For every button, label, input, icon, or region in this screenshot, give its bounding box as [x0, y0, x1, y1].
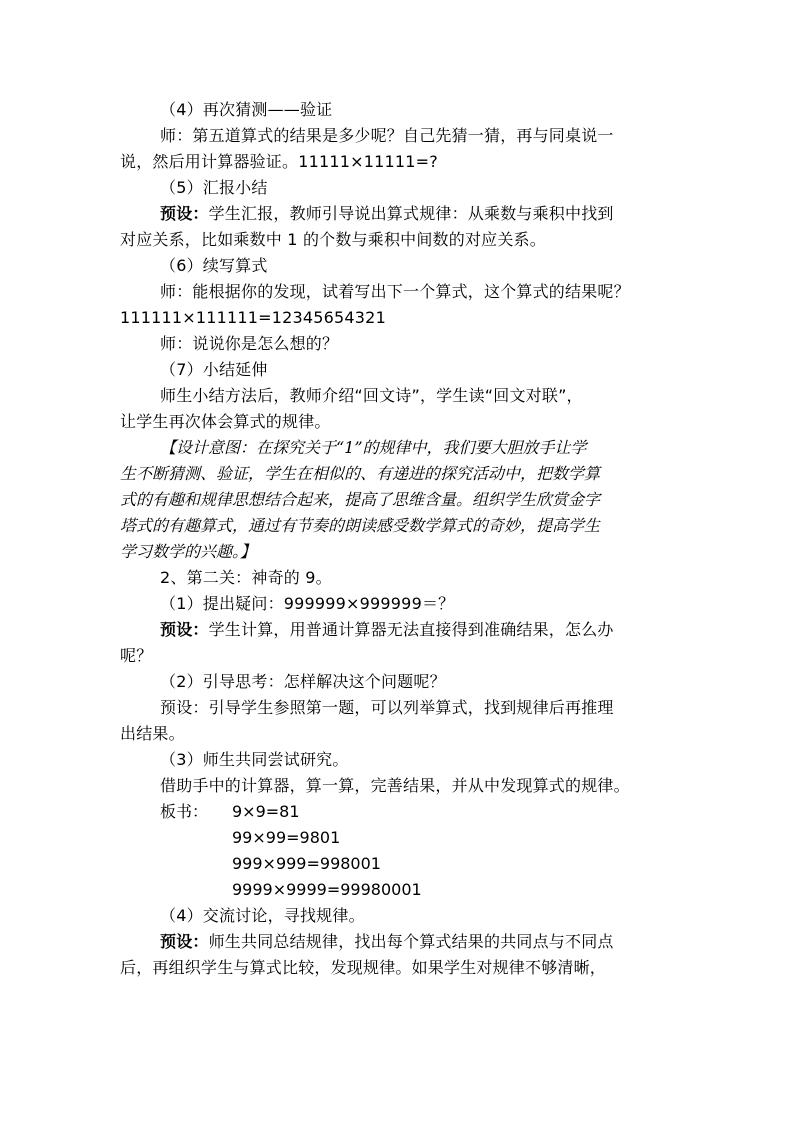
step-1-heading: （1）提出疑问：999999×999999＝？: [160, 594, 455, 613]
preset-label: 预设：: [160, 204, 209, 223]
paragraph-line: 借助手中的计算器，算一算，完善结果，并从中发现算式的规律。: [160, 776, 630, 795]
design-intent-line: 式的有趣和规律思想结合起来，提高了思维含量。组织学生欣赏金字: [120, 490, 601, 509]
preset-line: 预设：引导学生参照第一题，可以列举算式，找到规律后再推理: [160, 698, 614, 717]
preset-text: 学生计算，用普通计算器无法直接得到准确结果，怎么办: [208, 620, 614, 639]
design-intent-line: 塔式的有趣算式，通过有节奏的朗读感受数学算式的奇妙，提高学生: [120, 516, 601, 535]
paragraph-line: 对应关系，比如乘数中 1 的个数与乘积中间数的对应关系。: [120, 230, 546, 249]
blackboard-label: 板书：: [160, 802, 209, 821]
blackboard-formula: 9999×9999=99980001: [232, 880, 422, 899]
blackboard-formula: 9×9=81: [232, 802, 300, 821]
section-2-heading: 2、第二关：神奇的 9。: [160, 568, 332, 587]
design-intent-line: 【设计意图：在探究关于“1”的规律中，我们要大胆放手让学: [160, 438, 587, 457]
blackboard-first-line: [120, 799, 680, 825]
paragraph-line: 出结果。: [120, 724, 185, 743]
design-intent-line: 学习数学的兴趣。】: [120, 542, 257, 561]
teacher-line: 师：第五道算式的结果是多少呢？自己先猜一猜，再与同桌说一: [160, 126, 614, 145]
paragraph-line: 说，然后用计算器验证。11111×11111=?: [120, 152, 438, 171]
step-7-heading: （7）小结延伸: [160, 360, 268, 379]
step-2-heading: （2）引导思考：怎样解决这个问题呢？: [160, 672, 446, 691]
paragraph-line: 让学生再次体会算式的规律。: [120, 412, 331, 431]
preset-line: [120, 929, 680, 955]
preset-text: 学生汇报，教师引导说出算式规律：从乘数与乘积中找到: [208, 204, 614, 223]
preset-label: 预设：: [160, 932, 209, 951]
blackboard-formula: 99×99=9801: [232, 828, 341, 847]
step-4-heading: （4）再次猜测——验证: [160, 100, 333, 119]
step-3-heading: （3）师生共同尝试研究。: [160, 750, 349, 769]
preset-label: 预设：: [160, 620, 209, 639]
blackboard-formula: 999×999=998001: [232, 854, 381, 873]
preset-line: [120, 617, 680, 643]
paragraph-line: 呢？: [120, 646, 153, 665]
teacher-line: 师：说说你是怎么想的？: [160, 334, 339, 353]
step-4-heading: （4）交流讨论，寻找规律。: [160, 906, 365, 925]
step-6-heading: （6）续写算式: [160, 256, 268, 275]
document-body: [120, 97, 680, 981]
step-5-heading: （5）汇报小结: [160, 178, 268, 197]
paragraph-line: 后，再组织学生与算式比较，发现规律。如果学生对规律不够清晰，: [120, 958, 607, 977]
preset-text: 师生共同总结规律，找出每个算式结果的共同点与不同点: [208, 932, 614, 951]
design-intent-line: 生不断猜测、验证，学生在相似的、有递进的探究活动中，把数学算: [120, 464, 601, 483]
preset-line: [120, 201, 680, 227]
teacher-line: 师：能根据你的发现，试着写出下一个算式，这个算式的结果呢？: [160, 282, 630, 301]
formula-line: 111111×111111=12345654321: [120, 308, 386, 327]
paragraph-line: 师生小结方法后，教师介绍“回文诗”，学生读“回文对联”，: [160, 386, 583, 405]
